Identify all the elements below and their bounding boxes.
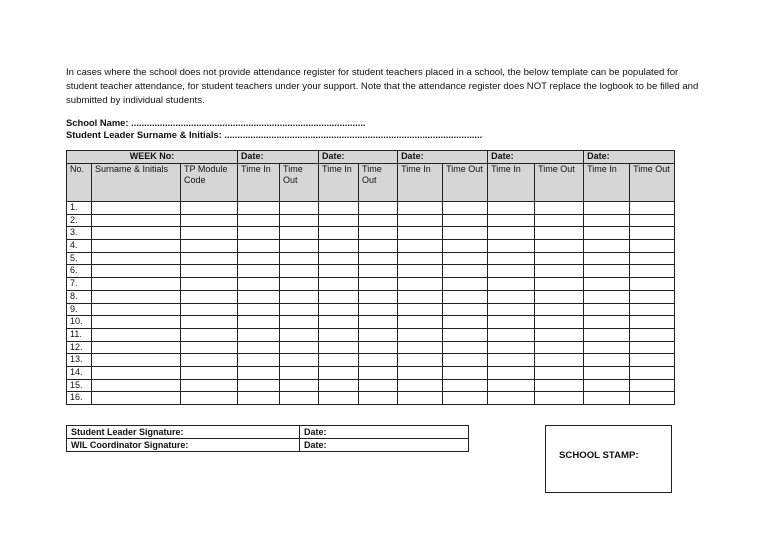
entry-cell[interactable] [488, 240, 535, 253]
time-in-header-1: Time In [238, 164, 280, 202]
date-header-3: Date: [398, 151, 488, 164]
entry-cell[interactable] [584, 202, 630, 215]
entry-cell[interactable] [280, 214, 319, 227]
entry-cell[interactable] [92, 328, 181, 341]
entry-cell[interactable] [238, 316, 280, 329]
attendance-rows [67, 202, 675, 405]
time-in-header-3: Time In [398, 164, 443, 202]
entry-cell[interactable] [181, 240, 238, 253]
entry-cell[interactable] [584, 278, 630, 291]
entry-cell[interactable] [398, 214, 443, 227]
entry-cell[interactable] [319, 227, 359, 240]
entry-cell[interactable] [488, 328, 535, 341]
entry-cell[interactable] [443, 366, 488, 379]
entry-cell[interactable] [181, 290, 238, 303]
table-row [67, 265, 675, 278]
table-row [67, 214, 675, 227]
entry-cell[interactable] [359, 265, 398, 278]
entry-cell[interactable] [92, 354, 181, 367]
entry-cell[interactable] [359, 202, 398, 215]
entry-cell[interactable] [319, 328, 359, 341]
entry-cell[interactable] [535, 214, 584, 227]
row-number: 7. [67, 278, 92, 291]
entry-cell[interactable] [238, 227, 280, 240]
time-in-header-5: Time In [584, 164, 630, 202]
row-number: 4. [67, 240, 92, 253]
entry-cell[interactable] [280, 227, 319, 240]
entry-cell[interactable] [443, 328, 488, 341]
entry-cell[interactable] [398, 303, 443, 316]
entry-cell[interactable] [398, 265, 443, 278]
entry-cell[interactable] [535, 202, 584, 215]
entry-cell[interactable] [443, 227, 488, 240]
entry-cell[interactable] [488, 354, 535, 367]
entry-cell[interactable] [398, 379, 443, 392]
entry-cell[interactable] [584, 392, 630, 405]
entry-cell[interactable] [92, 214, 181, 227]
school-name-field: School Name: .......................................................................................... [66, 117, 366, 128]
entry-cell[interactable] [238, 379, 280, 392]
row-number: 13. [67, 354, 92, 367]
entry-cell[interactable] [280, 366, 319, 379]
entry-cell[interactable] [92, 240, 181, 253]
entry-cell[interactable] [535, 278, 584, 291]
entry-cell[interactable] [535, 227, 584, 240]
wil-coordinator-signature-label: WIL Coordinator Signature: [67, 439, 300, 452]
entry-cell[interactable] [630, 328, 675, 341]
entry-cell[interactable] [630, 392, 675, 405]
entry-cell[interactable] [181, 354, 238, 367]
entry-cell[interactable] [359, 379, 398, 392]
table-row [67, 341, 675, 354]
entry-cell[interactable] [584, 366, 630, 379]
entry-cell[interactable] [398, 341, 443, 354]
entry-cell[interactable] [359, 354, 398, 367]
entry-cell[interactable] [630, 278, 675, 291]
row-number: 8. [67, 290, 92, 303]
entry-cell[interactable] [92, 341, 181, 354]
entry-cell[interactable] [181, 252, 238, 265]
entry-cell[interactable] [359, 366, 398, 379]
entry-cell[interactable] [238, 214, 280, 227]
date-header-4: Date: [488, 151, 584, 164]
student-leader-date-label: Date: [300, 426, 469, 439]
table-row [67, 328, 675, 341]
entry-cell[interactable] [584, 265, 630, 278]
entry-cell[interactable] [280, 303, 319, 316]
entry-cell[interactable] [359, 214, 398, 227]
entry-cell[interactable] [359, 328, 398, 341]
table-row [67, 202, 675, 215]
entry-cell[interactable] [280, 278, 319, 291]
entry-cell[interactable] [238, 341, 280, 354]
entry-cell[interactable] [319, 265, 359, 278]
entry-cell[interactable] [630, 252, 675, 265]
attendance-register-table [66, 150, 675, 405]
entry-cell[interactable] [319, 379, 359, 392]
table-row [67, 240, 675, 253]
entry-cell[interactable] [181, 227, 238, 240]
entry-cell[interactable] [398, 328, 443, 341]
entry-cell[interactable] [319, 278, 359, 291]
entry-cell[interactable] [398, 354, 443, 367]
entry-cell[interactable] [398, 240, 443, 253]
row-number: 15. [67, 379, 92, 392]
entry-cell[interactable] [359, 303, 398, 316]
entry-cell[interactable] [280, 252, 319, 265]
entry-cell[interactable] [359, 392, 398, 405]
entry-cell[interactable] [398, 392, 443, 405]
entry-cell[interactable] [535, 392, 584, 405]
entry-cell[interactable] [443, 240, 488, 253]
entry-cell[interactable] [535, 252, 584, 265]
entry-cell[interactable] [359, 341, 398, 354]
week-no-header: WEEK No: [67, 151, 238, 164]
table-row [67, 290, 675, 303]
entry-cell[interactable] [630, 303, 675, 316]
entry-cell[interactable] [181, 392, 238, 405]
row-number: 10. [67, 316, 92, 329]
entry-cell[interactable] [319, 341, 359, 354]
entry-cell[interactable] [319, 366, 359, 379]
entry-cell[interactable] [488, 214, 535, 227]
student-leader-signature-label: Student Leader Signature: [67, 426, 300, 439]
entry-cell[interactable] [92, 290, 181, 303]
entry-cell[interactable] [238, 392, 280, 405]
entry-cell[interactable] [359, 240, 398, 253]
entry-cell[interactable] [630, 366, 675, 379]
entry-cell[interactable] [319, 316, 359, 329]
entry-cell[interactable] [443, 252, 488, 265]
entry-cell[interactable] [92, 303, 181, 316]
entry-cell[interactable] [319, 202, 359, 215]
entry-cell[interactable] [92, 366, 181, 379]
instructions-paragraph: In cases where the school does not provide attendance register for student teachers placed in a school, the below template can be populated for student teacher attendance, for student teachers under your support. Note that the attendance register does NOT replace the logbook to be filled and submitted by individual students. [66, 67, 699, 107]
entry-cell[interactable] [398, 366, 443, 379]
entry-cell[interactable] [319, 392, 359, 405]
entry-cell[interactable] [584, 303, 630, 316]
entry-cell[interactable] [535, 265, 584, 278]
entry-cell[interactable] [630, 290, 675, 303]
entry-cell[interactable] [488, 252, 535, 265]
entry-cell[interactable] [535, 366, 584, 379]
entry-cell[interactable] [181, 214, 238, 227]
entry-cell[interactable] [535, 341, 584, 354]
entry-cell[interactable] [584, 240, 630, 253]
entry-cell[interactable] [238, 240, 280, 253]
time-out-header-2: Time Out [359, 164, 398, 202]
date-header-1: Date: [238, 151, 319, 164]
entry-cell[interactable] [443, 341, 488, 354]
entry-cell[interactable] [488, 227, 535, 240]
entry-cell[interactable] [535, 240, 584, 253]
entry-cell[interactable] [319, 303, 359, 316]
row-number: 2. [67, 214, 92, 227]
entry-cell[interactable] [92, 392, 181, 405]
wil-coordinator-signature-row [67, 439, 469, 452]
entry-cell[interactable] [630, 379, 675, 392]
school-stamp-box [545, 425, 672, 493]
entry-cell[interactable] [280, 290, 319, 303]
entry-cell[interactable] [92, 252, 181, 265]
entry-cell[interactable] [584, 354, 630, 367]
date-header-5: Date: [584, 151, 675, 164]
entry-cell[interactable] [181, 202, 238, 215]
table-row [67, 354, 675, 367]
row-number: 1. [67, 202, 92, 215]
entry-cell[interactable] [238, 202, 280, 215]
table-row [67, 303, 675, 316]
entry-cell[interactable] [319, 290, 359, 303]
entry-cell[interactable] [280, 265, 319, 278]
entry-cell[interactable] [488, 341, 535, 354]
entry-cell[interactable] [92, 227, 181, 240]
entry-cell[interactable] [443, 202, 488, 215]
col-tp-module-header: TP Module Code [181, 164, 238, 202]
entry-cell[interactable] [488, 316, 535, 329]
col-no-header: No. [67, 164, 92, 202]
entry-cell[interactable] [443, 354, 488, 367]
entry-cell[interactable] [535, 354, 584, 367]
entry-cell[interactable] [359, 316, 398, 329]
date-header-2: Date: [319, 151, 398, 164]
entry-cell[interactable] [488, 366, 535, 379]
entry-cell[interactable] [238, 252, 280, 265]
entry-cell[interactable] [319, 252, 359, 265]
entry-cell[interactable] [280, 328, 319, 341]
signature-table [66, 425, 469, 452]
entry-cell[interactable] [443, 303, 488, 316]
entry-cell[interactable] [92, 202, 181, 215]
entry-cell[interactable] [181, 278, 238, 291]
entry-cell[interactable] [630, 227, 675, 240]
entry-cell[interactable] [584, 227, 630, 240]
entry-cell[interactable] [398, 227, 443, 240]
entry-cell[interactable] [92, 265, 181, 278]
entry-cell[interactable] [584, 341, 630, 354]
entry-cell[interactable] [238, 354, 280, 367]
table-row [67, 392, 675, 405]
entry-cell[interactable] [443, 392, 488, 405]
time-out-header-5: Time Out [630, 164, 675, 202]
entry-cell[interactable] [584, 252, 630, 265]
entry-cell[interactable] [280, 240, 319, 253]
entry-cell[interactable] [488, 278, 535, 291]
entry-cell[interactable] [535, 316, 584, 329]
entry-cell[interactable] [398, 278, 443, 291]
table-row [67, 252, 675, 265]
entry-cell[interactable] [280, 202, 319, 215]
entry-cell[interactable] [238, 278, 280, 291]
entry-cell[interactable] [181, 328, 238, 341]
entry-cell[interactable] [630, 265, 675, 278]
entry-cell[interactable] [319, 354, 359, 367]
entry-cell[interactable] [630, 354, 675, 367]
entry-cell[interactable] [488, 202, 535, 215]
entry-cell[interactable] [443, 316, 488, 329]
entry-cell[interactable] [584, 316, 630, 329]
entry-cell[interactable] [630, 202, 675, 215]
entry-cell[interactable] [280, 354, 319, 367]
entry-cell[interactable] [181, 366, 238, 379]
entry-cell[interactable] [584, 290, 630, 303]
entry-cell[interactable] [238, 303, 280, 316]
entry-cell[interactable] [181, 379, 238, 392]
row-number: 12. [67, 341, 92, 354]
entry-cell[interactable] [280, 379, 319, 392]
table-row [67, 366, 675, 379]
student-leader-signature-row [67, 426, 469, 439]
row-number: 3. [67, 227, 92, 240]
entry-cell[interactable] [443, 265, 488, 278]
entry-cell[interactable] [584, 328, 630, 341]
entry-cell[interactable] [280, 392, 319, 405]
entry-cell[interactable] [443, 278, 488, 291]
student-leader-field: Student Leader Surname & Initials: ................................................................................................... [66, 129, 483, 140]
time-out-header-3: Time Out [443, 164, 488, 202]
entry-cell[interactable] [398, 252, 443, 265]
entry-cell[interactable] [443, 379, 488, 392]
row-number: 5. [67, 252, 92, 265]
entry-cell[interactable] [584, 379, 630, 392]
entry-cell[interactable] [181, 265, 238, 278]
time-out-header-1: Time Out [280, 164, 319, 202]
entry-cell[interactable] [584, 214, 630, 227]
entry-cell[interactable] [630, 240, 675, 253]
table-row [67, 379, 675, 392]
entry-cell[interactable] [630, 214, 675, 227]
entry-cell[interactable] [181, 303, 238, 316]
entry-cell[interactable] [630, 316, 675, 329]
entry-cell[interactable] [488, 265, 535, 278]
entry-cell[interactable] [535, 303, 584, 316]
entry-cell[interactable] [535, 379, 584, 392]
entry-cell[interactable] [238, 265, 280, 278]
entry-cell[interactable] [488, 290, 535, 303]
entry-cell[interactable] [359, 227, 398, 240]
entry-cell[interactable] [535, 328, 584, 341]
entry-cell[interactable] [443, 290, 488, 303]
entry-cell[interactable] [359, 252, 398, 265]
entry-cell[interactable] [359, 290, 398, 303]
entry-cell[interactable] [319, 214, 359, 227]
entry-cell[interactable] [488, 392, 535, 405]
row-number: 9. [67, 303, 92, 316]
entry-cell[interactable] [398, 290, 443, 303]
entry-cell[interactable] [280, 341, 319, 354]
entry-cell[interactable] [398, 202, 443, 215]
time-out-header-4: Time Out [535, 164, 584, 202]
entry-cell[interactable] [280, 316, 319, 329]
school-stamp-label: SCHOOL STAMP: [559, 450, 639, 461]
entry-cell[interactable] [92, 316, 181, 329]
entry-cell[interactable] [181, 341, 238, 354]
table-row [67, 278, 675, 291]
entry-cell[interactable] [181, 316, 238, 329]
time-in-header-4: Time In [488, 164, 535, 202]
entry-cell[interactable] [92, 379, 181, 392]
entry-cell[interactable] [92, 278, 181, 291]
entry-cell[interactable] [238, 290, 280, 303]
entry-cell[interactable] [443, 214, 488, 227]
row-number: 6. [67, 265, 92, 278]
entry-cell[interactable] [488, 303, 535, 316]
entry-cell[interactable] [238, 366, 280, 379]
entry-cell[interactable] [488, 379, 535, 392]
entry-cell[interactable] [359, 278, 398, 291]
entry-cell[interactable] [238, 328, 280, 341]
row-number: 11. [67, 328, 92, 341]
row-number: 16. [67, 392, 92, 405]
entry-cell[interactable] [319, 240, 359, 253]
table-row [67, 316, 675, 329]
table-row [67, 227, 675, 240]
row-number: 14. [67, 366, 92, 379]
wil-coordinator-date-label: Date: [300, 439, 469, 452]
col-surname-header: Surname & Initials [92, 164, 181, 202]
entry-cell[interactable] [398, 316, 443, 329]
entry-cell[interactable] [630, 341, 675, 354]
time-in-header-2: Time In [319, 164, 359, 202]
entry-cell[interactable] [535, 290, 584, 303]
